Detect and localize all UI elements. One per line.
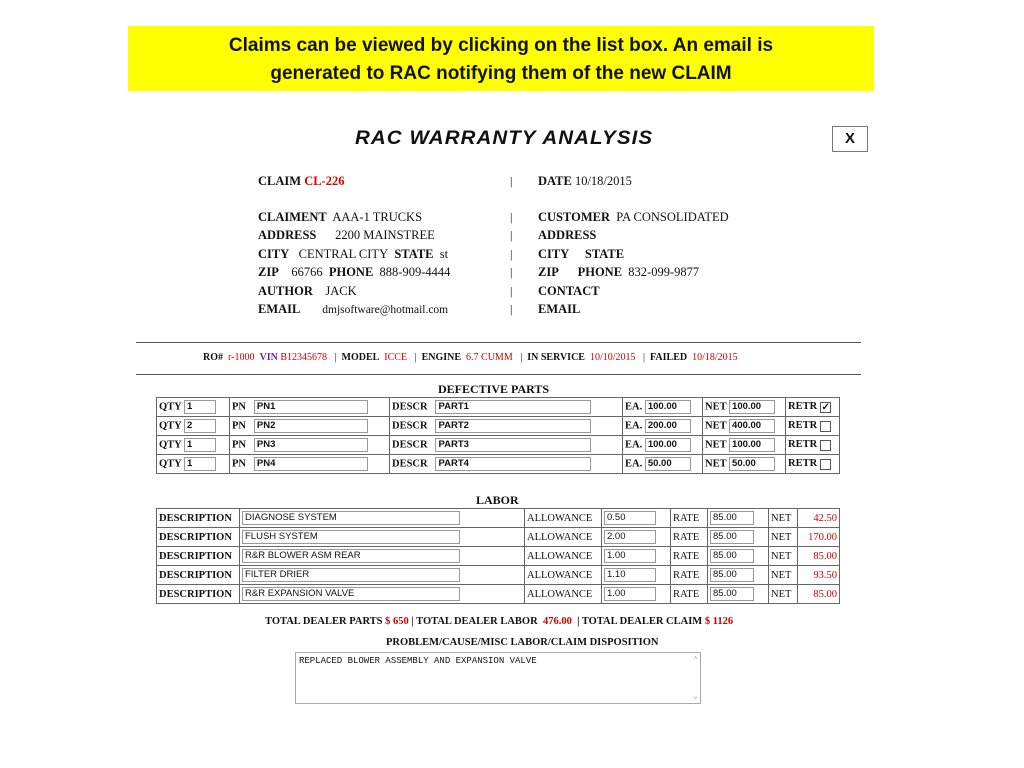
retr-checkbox[interactable]	[820, 421, 831, 432]
pn-input[interactable]: PN3	[254, 438, 368, 452]
total-labor-value: 476.00	[542, 616, 572, 627]
descr-cell	[390, 417, 623, 436]
separator: |	[510, 228, 513, 242]
allowance-input[interactable]: 1.00	[604, 587, 656, 601]
city-value: CENTRAL CITY	[298, 247, 389, 261]
vin-label: VIN	[259, 352, 278, 363]
customer-value: PA CONSOLIDATED	[616, 210, 729, 224]
qty-input[interactable]: 1	[184, 457, 216, 471]
separator: |	[334, 352, 337, 363]
phone-label: PHONE	[328, 265, 374, 279]
qty-input[interactable]: 1	[184, 438, 216, 452]
net-label: NET	[705, 420, 727, 432]
labor-row	[157, 528, 840, 547]
parts-row	[157, 417, 840, 436]
retr-checkbox[interactable]: ✓	[821, 401, 830, 413]
banner-line-1: Claims can be viewed by clicking on the list box. An email is	[228, 35, 774, 56]
state-value: st	[439, 247, 449, 261]
descr-cell	[390, 455, 623, 474]
description-input[interactable]: FLUSH SYSTEM	[242, 530, 460, 544]
parts-row	[157, 455, 840, 474]
qty-cell	[157, 417, 230, 436]
ea-label: EA.	[625, 458, 643, 470]
allowance-label: ALLOWANCE	[525, 528, 602, 547]
address-value: 2200 MAINSTREE	[335, 228, 435, 242]
customer-email-row	[538, 302, 580, 317]
ro-label: RO#	[203, 352, 223, 363]
author-row	[258, 284, 357, 299]
pn-label: PN	[232, 439, 246, 451]
description-cell	[240, 509, 525, 528]
city-row	[258, 247, 448, 262]
descr-cell	[390, 398, 623, 417]
separator: |	[520, 352, 523, 363]
divider	[136, 374, 861, 375]
qty-input[interactable]: 1	[184, 400, 216, 414]
allowance-input[interactable]: 1.10	[604, 568, 656, 582]
customer-address-row	[538, 228, 596, 243]
description-input[interactable]: R&R BLOWER ASM REAR	[242, 549, 460, 563]
customer-phone-value: 832-099-9877	[628, 265, 700, 279]
defective-parts-table	[156, 397, 840, 474]
city-label: CITY	[258, 247, 290, 261]
ea-cell	[623, 436, 703, 455]
qty-cell	[157, 455, 230, 474]
net-label: NET	[769, 509, 798, 528]
author-value: JACK	[325, 284, 357, 298]
allowance-cell	[602, 528, 671, 547]
labor-table	[156, 508, 840, 604]
customer-contact-row	[538, 284, 600, 299]
claim-row	[258, 174, 344, 189]
problem-text: REPLACED BLOWER ASSEMBLY AND EXPANSION VALVE	[299, 656, 537, 666]
ea-input[interactable]: 200.00	[645, 419, 691, 433]
pn-cell	[230, 417, 390, 436]
rate-cell	[708, 547, 769, 566]
net-input[interactable]: 100.00	[729, 400, 775, 414]
qty-label: QTY	[159, 420, 182, 432]
rate-input[interactable]: 85.00	[710, 568, 754, 582]
descr-input[interactable]: PART2	[435, 419, 591, 433]
ea-cell	[623, 455, 703, 474]
engine-label: ENGINE	[421, 352, 462, 363]
allowance-label: ALLOWANCE	[525, 585, 602, 604]
description-input[interactable]: FILTER DRIER	[242, 568, 460, 582]
rate-input[interactable]: 85.00	[710, 549, 754, 563]
rate-cell	[708, 566, 769, 585]
rate-label: RATE	[671, 547, 708, 566]
net-label: NET	[769, 547, 798, 566]
descr-input[interactable]: PART3	[435, 438, 591, 452]
ea-input[interactable]: 50.00	[645, 457, 691, 471]
claiment-label: CLAIMENT	[258, 210, 327, 224]
pn-cell	[230, 398, 390, 417]
qty-input[interactable]: 2	[184, 419, 216, 433]
separator: |	[577, 616, 580, 627]
allowance-input[interactable]: 2.00	[604, 530, 656, 544]
email-row	[258, 302, 448, 317]
allowance-label: ALLOWANCE	[525, 547, 602, 566]
labor-row	[157, 547, 840, 566]
rate-input[interactable]: 85.00	[710, 587, 754, 601]
net-label: NET	[705, 458, 727, 470]
customer-city-label: CITY	[538, 247, 570, 261]
qty-cell	[157, 398, 230, 417]
zip-label: ZIP	[258, 265, 279, 279]
labor-row	[157, 509, 840, 528]
allowance-label: ALLOWANCE	[525, 509, 602, 528]
claiment-value: AAA-1 TRUCKS	[332, 210, 423, 224]
model-label: MODEL	[341, 352, 380, 363]
ea-cell	[623, 417, 703, 436]
description-label: DESCRIPTION	[157, 585, 240, 604]
separator: |	[411, 616, 414, 627]
net-input[interactable]: 50.00	[729, 457, 775, 471]
engine-value: 6.7 CUMM	[466, 352, 513, 363]
zip-row	[258, 265, 450, 280]
qty-label: QTY	[159, 439, 182, 451]
net-label: NET	[705, 401, 727, 413]
ea-input[interactable]: 100.00	[645, 438, 691, 452]
description-label: DESCRIPTION	[157, 509, 240, 528]
pn-cell	[230, 455, 390, 474]
pn-input[interactable]: PN4	[254, 457, 368, 471]
labor-title: LABOR	[476, 493, 519, 507]
customer-email-label: EMAIL	[538, 302, 581, 316]
state-label: STATE	[394, 247, 434, 261]
retr-label: RETR	[788, 420, 818, 432]
scroll-down-icon[interactable]: ⌄	[693, 692, 698, 701]
descr-label: DESCR	[392, 458, 428, 470]
allowance-cell	[602, 585, 671, 604]
total-claim-label: TOTAL DEALER CLAIM	[581, 616, 703, 627]
description-cell	[240, 566, 525, 585]
retr-cell	[786, 455, 840, 474]
rate-label: RATE	[671, 509, 708, 528]
net-input[interactable]: 400.00	[729, 419, 775, 433]
ea-label: EA.	[625, 439, 643, 451]
claiment-row	[258, 210, 422, 225]
date-row	[538, 174, 632, 189]
totals-line	[265, 616, 733, 627]
labor-row	[157, 585, 840, 604]
customer-phone-label: PHONE	[577, 265, 623, 279]
rate-input[interactable]: 85.00	[710, 511, 754, 525]
net-cell	[703, 398, 786, 417]
separator: |	[510, 302, 513, 316]
net-label: NET	[769, 566, 798, 585]
ea-label: EA.	[625, 420, 643, 432]
instruction-banner	[128, 26, 874, 91]
retr-checkbox[interactable]	[820, 459, 831, 470]
claim-number: CL-226	[304, 174, 345, 188]
parts-row	[157, 436, 840, 455]
pn-input[interactable]: PN1	[254, 400, 368, 414]
retr-cell	[786, 398, 840, 417]
ea-cell	[623, 398, 703, 417]
separator: |	[510, 210, 513, 224]
zip-value: 66766	[291, 265, 323, 279]
qty-label: QTY	[159, 401, 182, 413]
customer-row	[538, 210, 729, 225]
customer-city-row	[538, 247, 624, 262]
address-label: ADDRESS	[258, 228, 317, 242]
rate-label: RATE	[671, 585, 708, 604]
date-value: 10/18/2015	[574, 174, 632, 188]
date-label: DATE	[538, 174, 572, 188]
retr-checkbox[interactable]	[820, 440, 831, 451]
banner-line-2: generated to RAC notifying them of the new CLAIM	[270, 63, 732, 84]
problem-textarea[interactable]	[295, 652, 701, 704]
vin-value: B12345678	[280, 352, 327, 363]
allowance-cell	[602, 566, 671, 585]
net-label: NET	[769, 585, 798, 604]
labor-net-value: 85.00	[798, 547, 840, 566]
allowance-label: ALLOWANCE	[525, 566, 602, 585]
retr-cell	[786, 417, 840, 436]
separator: |	[510, 284, 513, 298]
problem-title: PROBLEM/CAUSE/MISC LABOR/CLAIM DISPOSITION	[386, 637, 659, 648]
pn-cell	[230, 436, 390, 455]
net-cell	[703, 417, 786, 436]
description-input[interactable]: R&R EXPANSION VALVE	[242, 587, 460, 601]
retr-label: RETR	[788, 439, 818, 451]
description-cell	[240, 585, 525, 604]
allowance-cell	[602, 509, 671, 528]
ro-value: r-1000	[228, 352, 255, 363]
model-value: ICCE	[384, 352, 408, 363]
description-cell	[240, 528, 525, 547]
in-service-label: IN SERVICE	[527, 352, 585, 363]
email-label: EMAIL	[258, 302, 301, 316]
total-parts-label: TOTAL DEALER PARTS	[265, 616, 383, 627]
pn-label: PN	[232, 458, 246, 470]
descr-label: DESCR	[392, 420, 428, 432]
labor-net-value: 85.00	[798, 585, 840, 604]
phone-value: 888-909-4444	[379, 265, 451, 279]
net-cell	[703, 455, 786, 474]
descr-input[interactable]: PART4	[435, 457, 591, 471]
description-label: DESCRIPTION	[157, 547, 240, 566]
descr-input[interactable]: PART1	[435, 400, 591, 414]
rate-cell	[708, 528, 769, 547]
rate-input[interactable]: 85.00	[710, 530, 754, 544]
close-button[interactable]: X	[832, 126, 868, 152]
qty-label: QTY	[159, 458, 182, 470]
rate-label: RATE	[671, 566, 708, 585]
separator: |	[510, 265, 513, 279]
separator: |	[643, 352, 646, 363]
allowance-cell	[602, 547, 671, 566]
defective-parts-title: DEFECTIVE PARTS	[438, 382, 550, 396]
description-label: DESCRIPTION	[157, 566, 240, 585]
pn-label: PN	[232, 401, 246, 413]
net-label: NET	[769, 528, 798, 547]
rate-cell	[708, 509, 769, 528]
labor-row	[157, 566, 840, 585]
total-labor-label: TOTAL DEALER LABOR	[416, 616, 538, 627]
customer-zip-label: ZIP	[538, 265, 559, 279]
ro-line	[203, 352, 738, 363]
pn-input[interactable]: PN2	[254, 419, 368, 433]
separator: |	[414, 352, 417, 363]
scroll-up-icon[interactable]: ⌃	[693, 656, 698, 665]
customer-address-label: ADDRESS	[538, 228, 597, 242]
claim-label: CLAIM	[258, 174, 302, 188]
allowance-input[interactable]: 1.00	[604, 549, 656, 563]
allowance-input[interactable]: 0.50	[604, 511, 656, 525]
descr-cell	[390, 436, 623, 455]
author-label: AUTHOR	[258, 284, 313, 298]
total-parts-value: $ 650	[385, 616, 409, 627]
description-cell	[240, 547, 525, 566]
address-row	[258, 228, 435, 243]
ea-label: EA.	[625, 401, 643, 413]
net-label: NET	[705, 439, 727, 451]
customer-state-label: STATE	[584, 247, 625, 261]
parts-row	[157, 398, 840, 417]
separator: |	[510, 174, 513, 188]
rate-label: RATE	[671, 528, 708, 547]
email-value[interactable]: dmjsoftware@hotmail.com	[322, 304, 449, 316]
total-claim-value: $ 1126	[704, 616, 734, 627]
descr-label: DESCR	[392, 401, 428, 413]
divider	[136, 342, 861, 343]
rate-cell	[708, 585, 769, 604]
net-cell	[703, 436, 786, 455]
labor-net-value: 170.00	[798, 528, 840, 547]
separator: |	[510, 247, 513, 261]
failed-value: 10/18/2015	[692, 352, 738, 363]
page-title: RAC WARRANTY ANALYSIS	[355, 128, 654, 149]
retr-label: RETR	[788, 458, 818, 470]
retr-cell	[786, 436, 840, 455]
failed-label: FAILED	[650, 352, 688, 363]
pn-label: PN	[232, 420, 246, 432]
customer-contact-label: CONTACT	[538, 284, 600, 298]
qty-cell	[157, 436, 230, 455]
labor-net-value: 93.50	[798, 566, 840, 585]
net-input[interactable]: 100.00	[729, 438, 775, 452]
customer-label: CUSTOMER	[538, 210, 611, 224]
labor-net-value: 42.50	[798, 509, 840, 528]
ea-input[interactable]: 100.00	[645, 400, 691, 414]
retr-label: RETR	[788, 401, 818, 413]
description-input[interactable]: DIAGNOSE SYSTEM	[242, 511, 460, 525]
in-service-value: 10/10/2015	[589, 352, 636, 363]
customer-zip-row	[538, 265, 699, 280]
description-label: DESCRIPTION	[157, 528, 240, 547]
descr-label: DESCR	[392, 439, 428, 451]
